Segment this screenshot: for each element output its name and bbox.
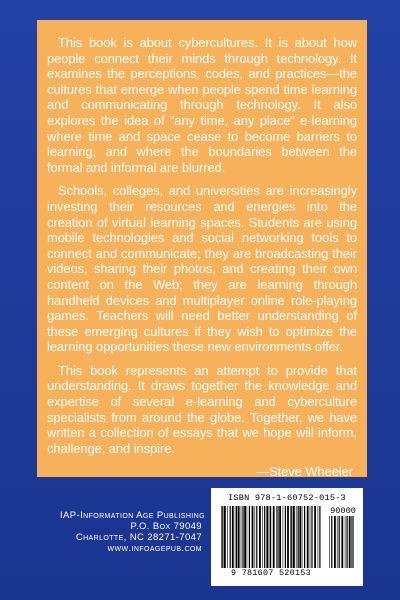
barcode-bar	[299, 506, 301, 568]
barcode-bar	[290, 506, 291, 568]
blurb-panel	[37, 20, 367, 480]
barcode-bar	[345, 516, 346, 568]
barcode-bar	[276, 506, 277, 568]
barcode-bar	[256, 506, 257, 568]
barcode-bar	[264, 506, 265, 568]
barcode-bar	[242, 506, 243, 568]
barcode-bar	[227, 506, 228, 568]
barcode-bar	[314, 506, 316, 568]
barcode-bar	[307, 506, 309, 568]
blurb-paragraph-3: This book represents an attempt to provide that understanding. It draws together the knowledge and expertise of several e-learning and cyberculture specialists from around the globe. Together, we have written a collection of essays that we hope will inform, challenge, and inspire.	[47, 362, 357, 456]
barcode-bar	[255, 506, 256, 568]
barcode-bar	[351, 516, 352, 568]
barcode-bar	[279, 506, 281, 568]
barcode-addon-bars	[329, 516, 357, 568]
barcode-bar	[291, 506, 292, 568]
barcode-bar	[298, 506, 299, 568]
barcode-bar	[339, 516, 340, 568]
publisher-website: www.infoagepub.com	[107, 543, 202, 554]
blurb-paragraph-2: Schools, colleges, and universities are increasingly investing their resources and energies into the creation of virtual learning spaces. Students are using mobile technologies and social networking tools to connect and communicate; they are broadcasting their videos, sharing their photos, and creating their own content on the Web; they are learning through handheld devices and multiplayer online role-playing games. Teachers will need better understanding of these emerging cultures if they wish to optimize the learning opportunities these new environments offer.	[47, 183, 357, 355]
barcode-bar	[287, 506, 289, 568]
barcode-bar	[224, 506, 226, 568]
barcode-bar	[310, 506, 311, 568]
barcode-bar	[247, 506, 248, 568]
barcode-bar	[269, 506, 270, 568]
publisher-info	[60, 510, 205, 554]
barcode-bar	[238, 506, 240, 568]
barcode-bar	[235, 506, 236, 568]
barcode-bar	[293, 506, 295, 568]
barcode-bar	[236, 506, 237, 568]
barcode-bar	[352, 516, 353, 568]
publisher-address-line2: Charlotte, NC 28271-7047	[75, 532, 202, 543]
barcode-bar	[337, 516, 338, 568]
author-signature: —Steve Wheeler	[256, 464, 353, 480]
barcode-bar	[270, 506, 271, 568]
price-code: 90000	[330, 506, 356, 516]
barcode-bar	[331, 516, 332, 568]
barcode-bar	[222, 506, 223, 568]
barcode-bar	[266, 506, 268, 568]
barcode-bar	[285, 506, 286, 568]
barcode-bar	[319, 506, 320, 568]
barcode-bar	[244, 506, 246, 568]
barcode-digits: 9 781607 520153	[231, 568, 311, 578]
blurb-paragraph-1: This book is about cybercultures. It is about how people connect their minds through technology. It examines the perceptions, codes, and practices—the cultures that emerge when people spend time learning and communicating through technology. It also explores the idea of “any time, any place” e-learning where time and space cease to become barriers to learning, and where the boundaries between the formal and informal are blurred.	[47, 35, 357, 175]
barcode-bar	[273, 506, 275, 568]
barcode-bar	[347, 516, 348, 568]
barcode-bar	[334, 516, 336, 568]
barcode-bar	[241, 506, 242, 568]
publisher-address-line1: P.O. Box 79049	[130, 521, 202, 532]
barcode-area	[217, 506, 357, 578]
barcode-bar	[230, 506, 231, 568]
barcode-bar	[341, 516, 343, 568]
barcode-bar	[277, 506, 278, 568]
barcode-bar	[221, 506, 222, 568]
isbn-text: ISBN 978-1-60752-015-3	[228, 493, 346, 503]
barcode-box	[211, 488, 363, 586]
barcode-bar	[296, 506, 297, 568]
barcode-bar	[304, 506, 305, 568]
publisher-name: IAP-Information Age Publishing	[60, 510, 205, 521]
barcode-bar	[302, 506, 303, 568]
barcode-bars	[221, 506, 323, 568]
barcode-bar	[329, 516, 330, 568]
barcode-bar	[311, 506, 312, 568]
barcode-bar	[232, 506, 234, 568]
barcode-bar	[283, 506, 284, 568]
barcode-bar	[249, 506, 250, 568]
barcode-bar	[318, 506, 319, 568]
barcode-bar	[349, 516, 351, 568]
barcode-bar	[252, 506, 254, 568]
barcode-bar	[262, 506, 263, 568]
barcode-bar	[259, 506, 261, 568]
